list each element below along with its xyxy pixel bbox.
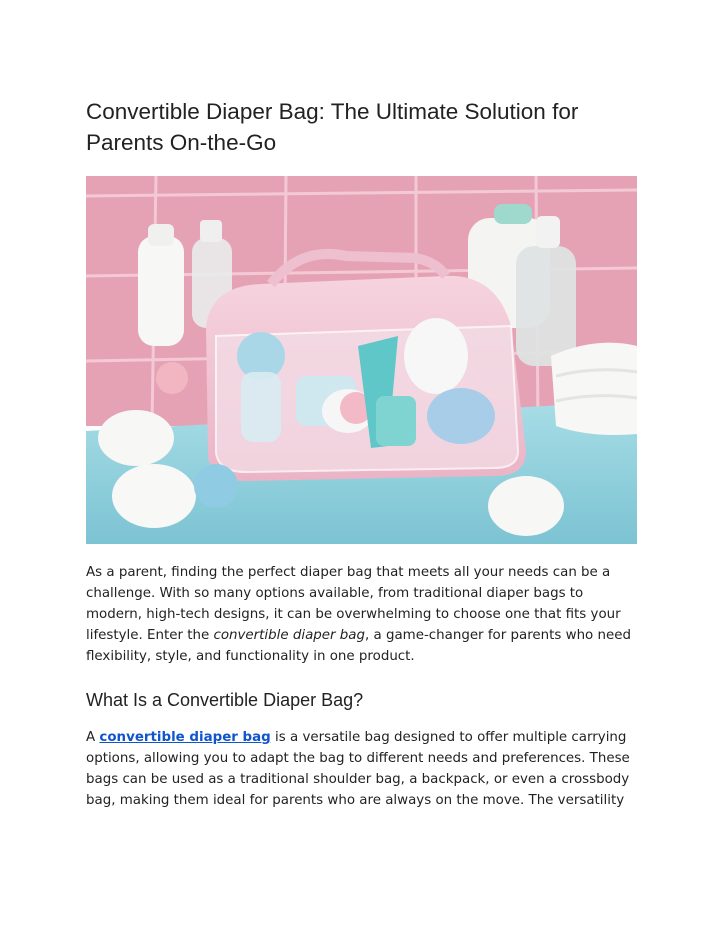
section-text: is a versatile bag designed to offer multiple carrying options, allowing you to adapt the bag to different needs and preferences. These bags can be used as a traditional shoulder bag, a backpack, or even a crossbody bag, making them ideal for parents who are always on the move. The versatility (86, 730, 630, 808)
section-text-start: A (86, 730, 100, 745)
intro-text-end: , a game-changer for parents who need flexibility, style, and functionality in one product. (86, 628, 631, 664)
page-title: Convertible Diaper Bag: The Ultimate Solution for Parents On-the-Go (86, 99, 579, 155)
document-page (86, 96, 638, 811)
intro-emphasis: convertible diaper bag (213, 628, 365, 643)
hero-image (86, 176, 637, 544)
section-paragraph (86, 727, 638, 811)
intro-text: As a parent, finding the perfect diaper bag that meets all your needs can be a challenge. With so many options available, from traditional diaper bags to modern, high-tech designs, it can be overwhelming to choose one that fits your lifestyle. Enter the (86, 565, 621, 643)
intro-paragraph (86, 562, 638, 667)
convertible-diaper-bag-link[interactable]: convertible diaper bag (99, 730, 271, 745)
section-heading: What Is a Convertible Diaper Bag? (86, 690, 364, 710)
